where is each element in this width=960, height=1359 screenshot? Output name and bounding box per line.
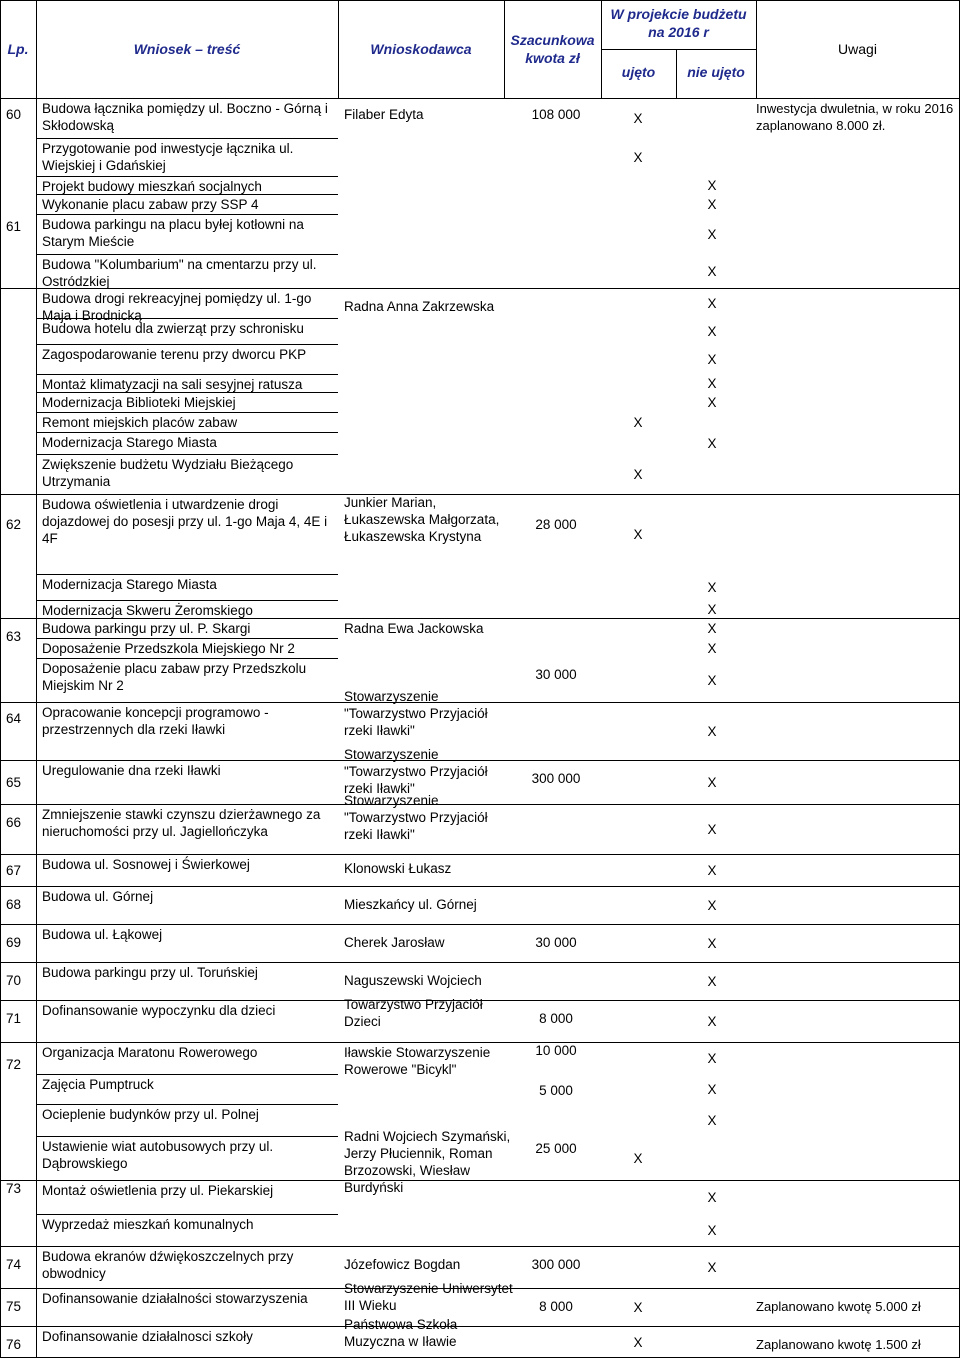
row-not-included-mark: X	[707, 641, 717, 656]
row-applicant: Junkier Marian, Łukaszewska Małgorzata, Łukaszewska Krystyna	[344, 495, 500, 544]
row-lp: 67	[6, 863, 22, 878]
row-not-included-mark: X	[707, 673, 717, 688]
header-lp: Lp.	[7, 41, 29, 57]
row-amount: 30 000	[535, 935, 577, 950]
table-row	[0, 432, 960, 454]
header-no: nie ujęto	[687, 64, 745, 80]
header-yes: ujęto	[621, 64, 656, 80]
table-row	[0, 638, 960, 658]
row-title: Budowa oświetlenia i utwardzenie drogi dojazdowej do posesji przy ul. 1-go Maja 4, 4E i 4F	[42, 497, 328, 546]
row-not-included-mark: X	[707, 1014, 717, 1029]
row-not-included-mark: X	[707, 352, 717, 367]
row-not-included-mark: X	[707, 1113, 717, 1128]
row-included-mark: X	[633, 1335, 643, 1350]
row-amount: 28 000	[535, 517, 577, 532]
row-note: Zaplanowano kwotę 1.500 zł	[756, 1337, 921, 1352]
row-title: Budowa hotelu dla zwierząt przy schronisku	[42, 321, 304, 336]
row-not-included-mark: X	[707, 296, 717, 311]
row-title: Uregulowanie dna rzeki Iławki	[42, 763, 221, 778]
row-lp: 62	[6, 517, 22, 532]
header-amount-line1: Szacunkowa	[510, 32, 595, 48]
row-title: Zajęcia Pumptruck	[42, 1077, 154, 1092]
table-row	[0, 1214, 960, 1246]
row-not-included-mark: X	[707, 227, 717, 242]
row-lp: 64	[6, 711, 22, 726]
header-budget-line1: W projekcie budżetu	[610, 6, 747, 22]
row-title: Budowa ul. Górnej	[42, 889, 154, 904]
table-row	[0, 793, 960, 854]
table-row	[0, 138, 960, 176]
row-amount: 10 000	[535, 1043, 577, 1058]
row-title: Zagospodarowanie terenu przy dworcu PKP	[42, 347, 307, 362]
row-title: Dofinansowanie wypoczynku dla dzieci	[42, 1003, 276, 1018]
row-title: Wykonanie placu zabaw przy SSP 4	[42, 197, 259, 212]
row-not-included-mark: X	[707, 621, 717, 636]
row-not-included-mark: X	[707, 974, 717, 989]
row-applicant: Klonowski Łukasz	[344, 861, 452, 876]
row-amount: 300 000	[531, 771, 581, 786]
table-row	[0, 886, 960, 924]
row-not-included-mark: X	[707, 1190, 717, 1205]
row-applicant: Cherek Jarosław	[344, 935, 445, 950]
table-row	[0, 854, 960, 886]
row-applicant: Stowarzyszenie "Towarzystwo Przyjaciół rzeki Iławki"	[344, 689, 488, 738]
row-lp: 60	[6, 107, 22, 122]
row-title: Remont miejskich placów zabaw	[42, 415, 238, 430]
row-amount: 25 000	[535, 1141, 577, 1156]
row-applicant: Państwowa Szkoła Muzyczna w Iławie	[344, 1317, 458, 1349]
table-row	[0, 374, 960, 392]
row-included-mark: X	[633, 1300, 643, 1315]
row-lp: 61	[6, 219, 22, 234]
row-title: Zwiększenie budżetu Wydziału Bieżącego Utrzymania	[42, 457, 294, 489]
row-included-mark: X	[633, 150, 643, 165]
header-amount-line2: kwota zł	[525, 50, 580, 66]
table-row	[0, 618, 960, 644]
row-applicant: Stowarzyszenie "Towarzystwo Przyjaciół rzeki Iławki"	[344, 793, 488, 842]
row-applicant: Naguszewski Wojciech	[344, 973, 482, 988]
row-not-included-mark: X	[707, 376, 717, 391]
row-lp: 68	[6, 897, 22, 912]
row-not-included-mark: X	[707, 395, 717, 410]
row-title: Przygotowanie pod inwestycje łącznika ul. Wiejskiej i Gdańskiej	[42, 141, 294, 173]
row-lp: 65	[6, 775, 22, 790]
table-row	[0, 412, 960, 432]
row-title: Budowa "Kolumbarium" na cmentarzu przy ul. Ostródzkiej	[42, 257, 317, 289]
row-applicant: Mieszkańcy ul. Górnej	[344, 897, 477, 912]
table-row	[0, 454, 960, 494]
row-title: Budowa parkingu przy ul. Toruńskiej	[42, 965, 258, 980]
row-title: Modernizacja Starego Miasta	[42, 435, 217, 450]
row-not-included-mark: X	[707, 1051, 717, 1066]
table-row	[0, 392, 960, 412]
row-title: Budowa ekranów dźwiękoszczelnych przy obwodnicy	[42, 1249, 294, 1281]
row-title: Budowa drogi rekreacyjnej pomiędzy ul. 1-go Maja i Brodnicką	[42, 291, 312, 323]
row-not-included-mark: X	[707, 580, 717, 595]
row-amount: 300 000	[531, 1257, 581, 1272]
row-note: Inwestycja dwuletnia, w roku 2016 zaplanowano 8.000 zł.	[756, 101, 954, 133]
row-title: Projekt budowy mieszkań socjalnych	[42, 179, 262, 194]
row-applicant: Józefowicz Bogdan	[344, 1257, 461, 1272]
row-not-included-mark: X	[707, 324, 717, 339]
table-row	[0, 318, 960, 344]
row-applicant: Radni Wojciech Szymański, Jerzy Płuciennik, Roman Brzozowski, Wiesław Burdyński	[344, 1129, 511, 1195]
row-title: Montaż oświetlenia przy ul. Piekarskiej	[42, 1183, 274, 1198]
table-row	[0, 574, 960, 600]
header-applicant: Wnioskodawca	[370, 41, 472, 57]
row-not-included-mark: X	[707, 264, 717, 279]
row-applicant: Stowarzyszenie "Towarzystwo Przyjaciół rzeki Iławki"	[344, 747, 488, 796]
row-title: Organizacja Maratonu Rowerowego	[42, 1045, 258, 1060]
row-title: Budowa łącznika pomiędzy ul. Boczno - Górną i Skłodowską	[42, 101, 328, 133]
row-applicant: Filaber Edyta	[344, 107, 424, 122]
row-lp: 75	[6, 1299, 22, 1314]
header-content: Wniosek – treść	[133, 41, 241, 57]
row-title: Wyprzedaż mieszkań komunalnych	[42, 1217, 254, 1232]
row-lp: 71	[6, 1011, 22, 1026]
row-amount: 8 000	[539, 1299, 573, 1314]
row-title: Zmniejszenie stawki czynszu dzierżawnego za nieruchomości przy ul. Jagiellończyka	[42, 807, 321, 839]
row-not-included-mark: X	[707, 1260, 717, 1275]
row-included-mark: X	[633, 1151, 643, 1166]
row-not-included-mark: X	[707, 775, 717, 790]
row-note: Zaplanowano kwotę 5.000 zł	[756, 1299, 921, 1314]
row-amount: 8 000	[539, 1011, 573, 1026]
row-title: Dofinansowanie działalnosci szkoły	[42, 1329, 253, 1344]
row-amount: 30 000	[535, 667, 577, 682]
row-not-included-mark: X	[707, 1223, 717, 1238]
row-included-mark: X	[633, 111, 643, 126]
row-lp: 63	[6, 629, 22, 644]
row-lp: 73	[6, 1181, 22, 1196]
header-notes: Uwagi	[838, 41, 877, 57]
row-not-included-mark: X	[707, 1082, 717, 1097]
row-included-mark: X	[633, 527, 643, 542]
row-lp: 69	[6, 935, 22, 950]
row-title: Doposażenie placu zabaw przy Przedszkolu Miejskim Nr 2	[42, 661, 307, 693]
row-title: Ustawienie wiat autobusowych przy ul. Dąbrowskiego	[42, 1139, 274, 1171]
row-title: Budowa parkingu na placu byłej kotłowni na Starym Mieście	[42, 217, 304, 249]
table-row	[0, 98, 960, 138]
table-row	[0, 600, 960, 618]
row-not-included-mark: X	[707, 724, 717, 739]
table-row	[0, 214, 960, 254]
table-row	[0, 344, 960, 374]
row-not-included-mark: X	[707, 602, 717, 617]
row-title: Modernizacja Biblioteki Miejskiej	[42, 395, 236, 410]
row-lp: 74	[6, 1257, 22, 1272]
row-not-included-mark: X	[707, 197, 717, 212]
row-applicant: Iławskie Stowarzyszenie Rowerowe "Bicykl"	[344, 1045, 491, 1077]
table-header	[0, 0, 960, 98]
row-not-included-mark: X	[707, 936, 717, 951]
row-lp: 66	[6, 815, 22, 830]
row-lp: 76	[6, 1337, 22, 1352]
table-row	[0, 194, 960, 214]
table-row	[0, 254, 960, 288]
row-title: Opracowanie koncepcji programowo - przestrzennych dla rzeki Iławki	[42, 705, 269, 737]
table-row	[0, 1042, 960, 1077]
table-row	[0, 176, 960, 194]
row-title: Budowa ul. Sosnowej i Świerkowej	[42, 857, 250, 872]
row-title: Doposażenie Przedszkola Miejskiego Nr 2	[42, 641, 295, 656]
row-not-included-mark: X	[707, 822, 717, 837]
row-title: Modernizacja Starego Miasta	[42, 577, 217, 592]
table-row	[0, 1074, 960, 1104]
row-not-included-mark: X	[707, 436, 717, 451]
table-row	[0, 962, 960, 1000]
row-applicant: Radna Anna Zakrzewska	[344, 299, 495, 314]
row-title: Budowa ul. Łąkowej	[42, 927, 163, 942]
row-amount: 108 000	[531, 107, 581, 122]
row-not-included-mark: X	[707, 863, 717, 878]
table-row	[0, 924, 960, 962]
table-row	[0, 997, 960, 1042]
table-row	[0, 1317, 960, 1358]
row-applicant: Towarzystwo Przyjaciół Dzieci	[344, 997, 483, 1029]
row-not-included-mark: X	[707, 178, 717, 193]
row-title: Modernizacja Skweru Żeromskiego	[42, 603, 253, 618]
row-lp: 72	[6, 1057, 22, 1072]
header-budget-line2: na 2016 r	[648, 24, 709, 40]
row-not-included-mark: X	[707, 898, 717, 913]
row-title: Montaż klimatyzacji na sali sesyjnej ratusza	[42, 377, 303, 392]
row-amount: 5 000	[539, 1083, 573, 1098]
row-title: Budowa parkingu przy ul. P. Skargi	[42, 621, 251, 636]
row-title: Dofinansowanie działalności stowarzyszenia	[42, 1291, 308, 1306]
row-title: Ocieplenie budynków przy ul. Polnej	[42, 1107, 259, 1122]
row-lp: 70	[6, 973, 22, 988]
row-applicant: Stowarzyszenie Uniwersytet III Wieku	[344, 1281, 513, 1313]
row-included-mark: X	[633, 415, 643, 430]
row-included-mark: X	[633, 467, 643, 482]
row-applicant: Radna Ewa Jackowska	[344, 621, 484, 636]
table-row	[0, 494, 960, 574]
